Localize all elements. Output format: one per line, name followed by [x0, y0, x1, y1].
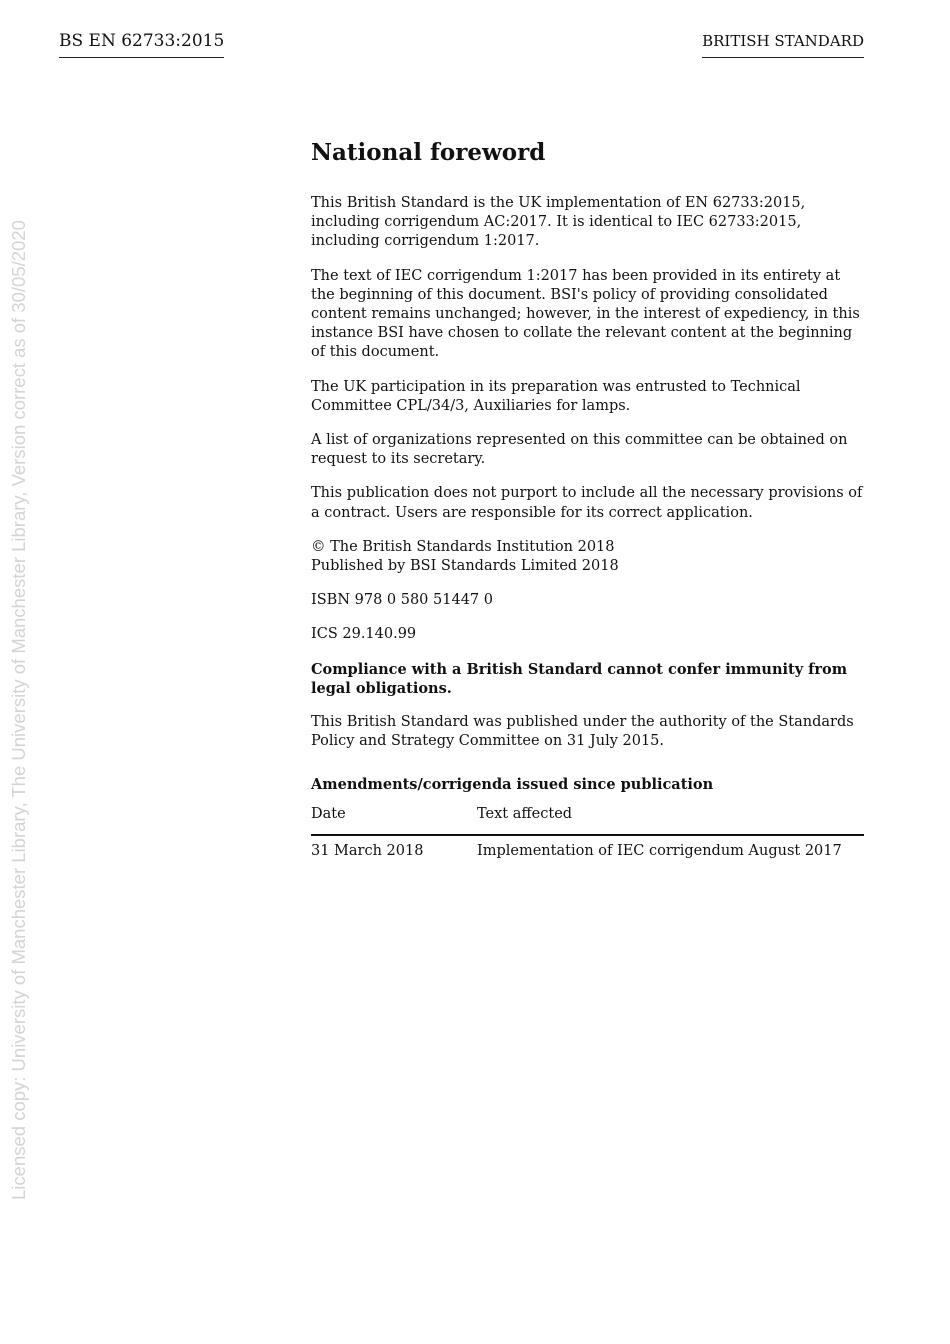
document-number: BS EN 62733:2015: [59, 30, 224, 58]
amendments-table: [311, 802, 864, 865]
copyright-block: [311, 538, 867, 576]
table-header-row: [311, 802, 864, 835]
license-watermark: Licensed copy: University of Manchester Library, The University of Manchester Library, Version correct as of 30/05/2020: [8, 220, 29, 1200]
paragraph-implementation: This British Standard is the UK implementation of EN 62733:2015, including corrigendum AC:2017. It is identical to IEC 62733:2015, including corrigendum 1:2017.: [311, 195, 806, 250]
table-row: [311, 835, 864, 865]
paragraph-corrigendum: The text of IEC corrigendum 1:2017 has been provided in its entirety at the beginning of this document. BSI's policy of providing consolidated content remains unchanged; however, in the interest of expediency, in this instance BSI have chosen to collate the relevant content at the beginning of this document.: [311, 267, 860, 361]
publisher-line: Published by BSI Standards Limited 2018: [311, 558, 619, 575]
paragraph-provisions: This publication does not purport to include all the necessary provisions of a contract. Users are responsible for its correct application.: [311, 485, 863, 521]
column-header-text-affected: Text affected: [477, 802, 864, 835]
standard-type-label: BRITISH STANDARD: [702, 31, 864, 58]
ics-code: ICS 29.140.99: [311, 626, 417, 643]
isbn: ISBN 978 0 580 51447 0: [311, 592, 493, 609]
amendment-text: Implementation of IEC corrigendum August 2017: [477, 843, 842, 860]
amendment-date: 31 March 2018: [311, 843, 424, 860]
national-foreword-section: [311, 138, 867, 865]
copyright-line: © The British Standards Institution 2018: [311, 538, 615, 555]
paragraph-committee: The UK participation in its preparation was entrusted to Technical Committee CPL/34/3, Auxiliaries for lamps.: [311, 378, 801, 414]
page-title: National foreword: [311, 139, 546, 166]
compliance-statement: Compliance with a British Standard cannot confer immunity from legal obligations.: [311, 660, 848, 697]
amendments-title: Amendments/corrigenda issued since publication: [311, 776, 714, 794]
paragraph-organizations: A list of organizations represented on this committee can be obtained on request to its secretary.: [311, 432, 848, 468]
column-header-date: Date: [311, 802, 477, 835]
authority-statement: This British Standard was published under the authority of the Standards Policy and Strategy Committee on 31 July 2015.: [311, 714, 854, 750]
